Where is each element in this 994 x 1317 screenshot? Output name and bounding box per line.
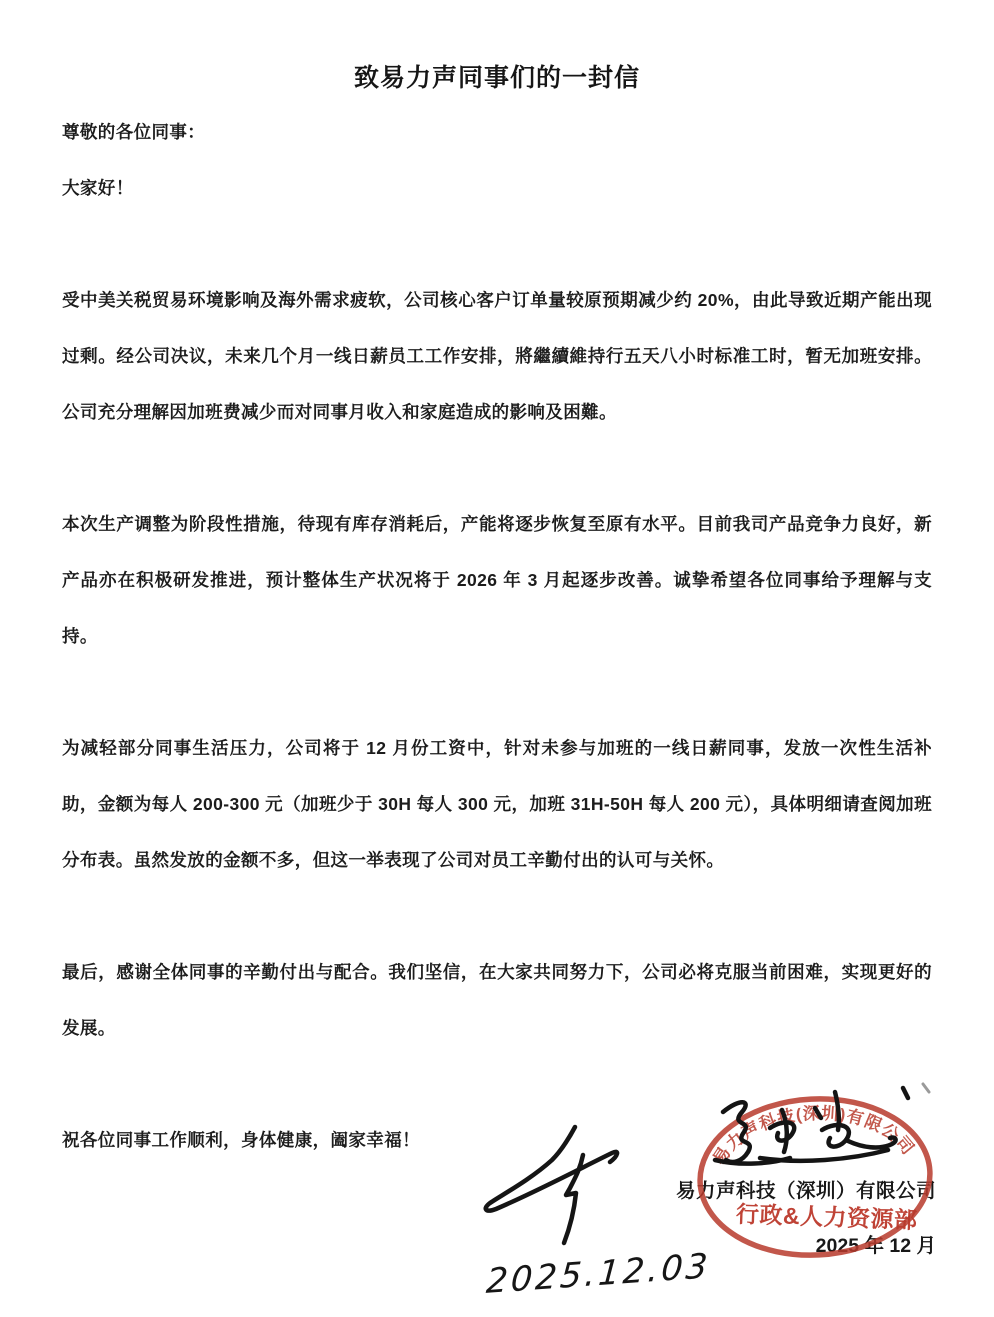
department-stamp-text: 行政&人力资源部 bbox=[735, 1200, 918, 1234]
salutation: 尊敬的各位同事： bbox=[62, 122, 206, 142]
greeting: 大家好！ bbox=[62, 178, 134, 198]
handwritten-date: 2025.12.03 bbox=[484, 1246, 712, 1302]
letter-title: 致易力声同事们的一封信 bbox=[353, 64, 640, 92]
stamp-arc-text: 易力声科技(深圳)有限公司 bbox=[709, 1103, 918, 1169]
paragraph-3: 为减轻部分同事生活压力，公司将于 12 月份工资中，针对未参与加班的一线日薪同事，发放一次性生活补助，金额为每人 200-300 元（加班少于 30H 每人 300 元，加班 31H-50H 每人 200 元），具体明细请查阅加班分布表。虽然发放的金额不多，但这一举表现了公司对员工辛勤付出的认可与关怀。 bbox=[62, 738, 932, 870]
paragraph-4: 最后，感谢全体同事的辛勤付出与配合。我们坚信，在大家共同努力下，公司必将克服当前困难，实现更好的发展。 bbox=[62, 962, 932, 1038]
paragraph-1: 受中美关税贸易环境影响及海外需求疲软，公司核心客户订单量较原预期减少约 20%，由此导致近期产能出现过剩。经公司决议，未来几个月一线日薪员工工作安排，將繼續維持行五天八小时标准工时，暂无加班安排。公司充分理解因加班费减少而对同事月收入和家庭造成的影响及困難。 bbox=[62, 290, 932, 422]
letter-body bbox=[62, 104, 932, 1168]
paragraph-2: 本次生产调整为阶段性措施，待现有库存消耗后，产能将逐步恢复至原有水平。目前我司产品竞争力良好，新产品亦在积极研发推进，预计整体生产状况将于 2026 年 3 月起逐步改善。诚挚希望各位同事给予理解与支持。 bbox=[62, 514, 932, 646]
closing-wish: 祝各位同事工作顺利，身体健康，阖家幸福！ bbox=[62, 1130, 420, 1150]
printed-date: 2025 年 12 月 bbox=[815, 1235, 936, 1257]
company-name: 易力声科技（深圳）有限公司 bbox=[675, 1180, 936, 1202]
